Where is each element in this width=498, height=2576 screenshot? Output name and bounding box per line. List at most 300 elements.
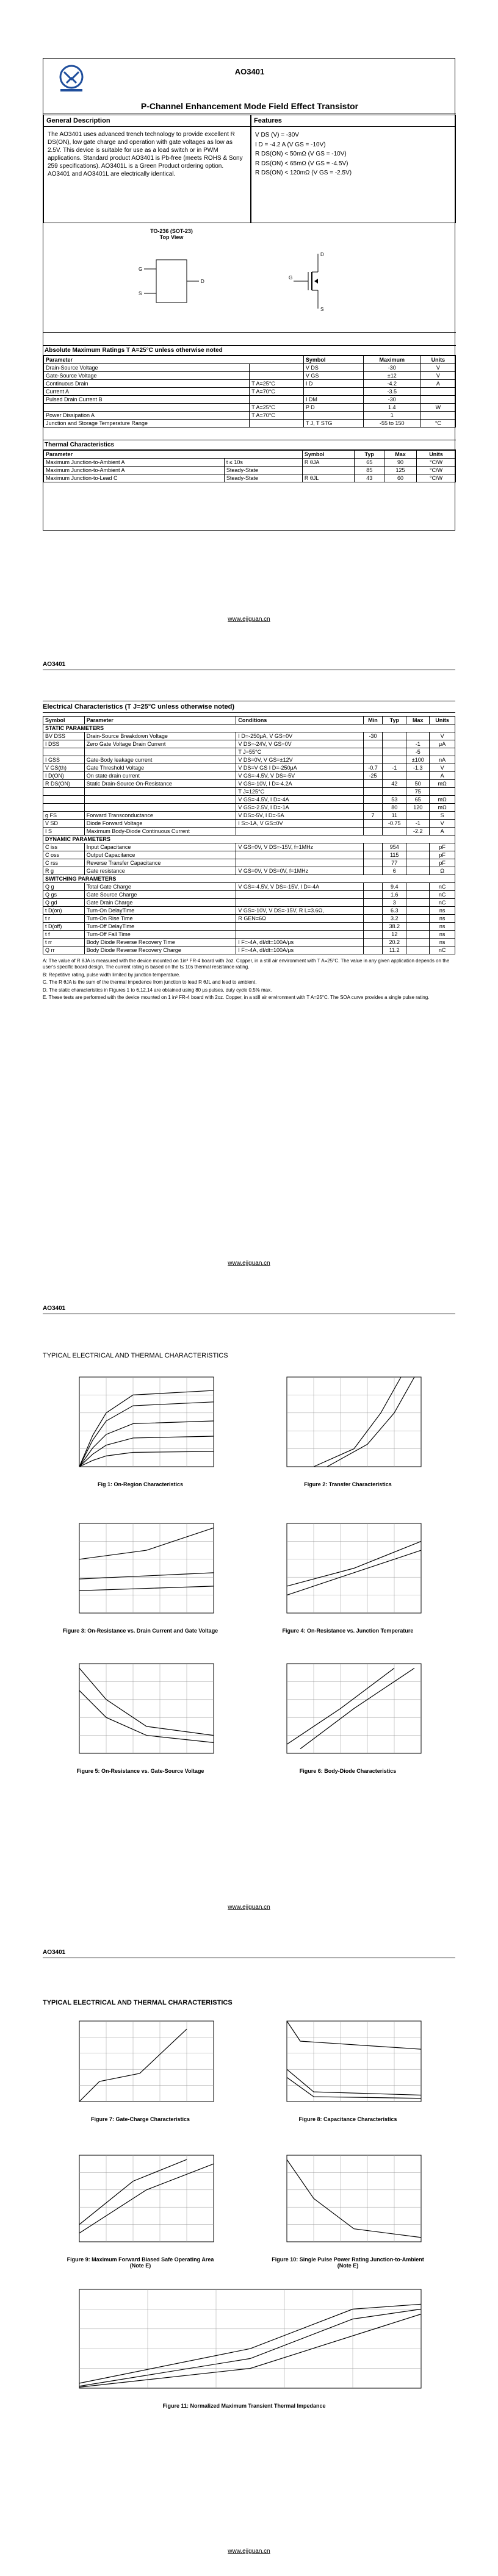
page-4 — [0, 1932, 498, 2576]
table-cell: R g — [43, 867, 85, 875]
plot-frame — [79, 2021, 214, 2102]
table-cell: -25 — [363, 772, 383, 780]
note: C. The R θJA is the sum of the thermal impedence from junction to lead R θJL and lead to ambient. — [43, 979, 257, 986]
thermal-caption: Thermal Characteristics — [43, 440, 456, 450]
table-row — [43, 740, 455, 748]
table-cell — [430, 748, 455, 756]
table-cell: Steady-State — [224, 467, 302, 474]
table-cell — [84, 788, 236, 796]
table-header-row — [44, 451, 456, 459]
table-cell: SWITCHING PARAMETERS — [43, 875, 455, 883]
note: A: The value of R θJA is measured with the device mounted on 1in² FR-4 board with 2oz. Copper, in a still air environment with T A=25°C. The value in any given application depends on the user's specific board design. The current rating is based on the t≤ 10s thermal resistance rating. — [43, 958, 450, 970]
datasheet-front-box — [43, 58, 455, 531]
part-number: AO3401 — [234, 67, 265, 76]
table-cell: Zero Gate Voltage Drain Current — [84, 740, 236, 748]
table-cell: Gate Threshold Voltage — [84, 764, 236, 772]
table-cell: -1.3 — [406, 764, 430, 772]
svg-text:S: S — [320, 307, 324, 312]
table-cell: -0.75 — [383, 820, 406, 828]
footer-url[interactable]: www.ejiguan.cn — [228, 1904, 270, 1911]
footer-url[interactable]: www.ejiguan.cn — [228, 2548, 270, 2555]
table-cell — [84, 804, 236, 812]
thermal-section — [43, 440, 456, 482]
table-cell: V GS=-4.5V, I D=-4A — [236, 796, 363, 804]
table-header-row — [44, 356, 456, 364]
plot-frame — [287, 2021, 421, 2102]
table-cell: 7 — [363, 812, 383, 820]
table-cell: V DS=V GS I D=-250μA — [236, 764, 363, 772]
table-cell — [406, 939, 430, 946]
table-cell: I S=-1A, V GS=0V — [236, 820, 363, 828]
table-cell: V — [420, 364, 455, 372]
table-cell: Q gs — [43, 891, 85, 899]
table-cell: 20.2 — [383, 939, 406, 946]
table-cell — [363, 804, 383, 812]
table-cell — [383, 732, 406, 740]
table-cell: Current A — [44, 388, 250, 396]
electrical-characteristics — [43, 701, 455, 1002]
table-cell — [430, 788, 455, 796]
series-line — [79, 1402, 214, 1467]
series-line — [79, 2304, 421, 2383]
table-cell — [406, 931, 430, 939]
series-line — [79, 1528, 214, 1559]
table-cell: Maximum Junction-to-Ambient A — [44, 459, 225, 467]
table-cell: Power Dissipation A — [44, 412, 250, 420]
table-cell: I D(ON) — [43, 772, 85, 780]
thermal-table — [43, 450, 456, 482]
table-cell: V DS — [303, 364, 363, 372]
table-cell — [363, 899, 383, 907]
figure-caption: Fig 1: On-Region Characteristics — [97, 1481, 184, 1487]
table-cell — [383, 740, 406, 748]
abs-max-section — [43, 345, 456, 428]
table-cell: Gate resistance — [84, 867, 236, 875]
table-header: Max — [384, 451, 416, 459]
plot-frame — [79, 2289, 421, 2388]
series-line — [287, 1550, 421, 1595]
series-line — [300, 1668, 414, 1748]
table-cell: pF — [430, 851, 455, 859]
table-cell: W — [420, 404, 455, 412]
table-cell: 12 — [383, 931, 406, 939]
table-cell: ns — [430, 923, 455, 931]
table-cell — [406, 732, 430, 740]
table-cell: BV DSS — [43, 732, 85, 740]
figure-caption: Figure 6: Body-Diode Characteristics — [299, 1768, 397, 1774]
table-cell — [250, 372, 304, 380]
table-cell: 1.4 — [363, 404, 420, 412]
table-row — [43, 939, 455, 946]
table-group-row — [43, 835, 455, 843]
table-cell: V — [430, 732, 455, 740]
table-cell: I D=-250μA, V GS=0V — [236, 732, 363, 740]
plot-frame — [287, 1377, 421, 1467]
table-cell: pF — [430, 843, 455, 851]
table-cell: I DM — [303, 396, 363, 404]
table-cell: V GS=-2.5V, I D=-1A — [236, 804, 363, 812]
table-cell — [420, 388, 455, 396]
feature-item: R DS(ON) < 65mΩ (V GS = -4.5V) — [255, 160, 348, 167]
table-cell: Body Diode Reverse Recovery Time — [84, 939, 236, 946]
table-cell: R θJA — [302, 459, 355, 467]
table-cell: Total Gate Charge — [84, 883, 236, 891]
series-line — [327, 1377, 414, 1467]
figure-plot — [61, 2017, 220, 2115]
table-cell: Maximum Junction-to-Lead C — [44, 474, 225, 482]
table-row — [43, 915, 455, 923]
series-line — [314, 1377, 401, 1467]
table-header: Parameter — [44, 356, 304, 364]
table-row — [43, 883, 455, 891]
table-cell: S — [430, 812, 455, 820]
table-cell: -1 — [406, 820, 430, 828]
table-header: Typ — [355, 451, 384, 459]
package-label: TO-236 (SOT-23) Top View — [150, 228, 193, 240]
table-cell: μA — [430, 740, 455, 748]
table-cell: V GS(th) — [43, 764, 85, 772]
svg-text:D: D — [201, 279, 204, 284]
general-description-text: The AO3401 uses advanced trench technology to provide excellent R DS(ON), low gate charge and operation with gate voltages as low as 2.5V. This device is suitable for use as a load switch or in PWM applications. Standard product AO3401 is Pb-free (meets ROHS & Sony 259 specifications). AO3401L is a Green Product ordering option. AO3401 and AO3401L are electrically identical. — [48, 131, 243, 177]
table-cell — [236, 851, 363, 859]
table-cell — [363, 780, 383, 788]
series-line — [287, 2159, 421, 2238]
figure-caption: Figure 3: On-Resistance vs. Drain Current and Gate Voltage — [62, 1628, 218, 1634]
table-cell: V GS=-4.5V, V DS=-15V, I D=-4A — [236, 883, 363, 891]
series-line — [79, 2309, 421, 2386]
table-row — [43, 732, 455, 740]
table-cell: R θJL — [302, 474, 355, 482]
table-cell: A — [430, 828, 455, 835]
table-cell: V DS=-24V, V GS=0V — [236, 740, 363, 748]
table-cell: I GSS — [43, 756, 85, 764]
table-row — [44, 474, 456, 482]
table-cell: Turn-Off Fall Time — [84, 931, 236, 939]
table-cell — [363, 939, 383, 946]
table-cell: P D — [303, 404, 363, 412]
table-cell: C iss — [43, 843, 85, 851]
table-cell: V DS=0V, V GS=±12V — [236, 756, 363, 764]
table-cell: Gate Drain Charge — [84, 899, 236, 907]
table-cell: 11.2 — [383, 946, 406, 954]
table-header: Symbol — [302, 451, 355, 459]
table-cell — [363, 867, 383, 875]
page-2 — [0, 644, 498, 1288]
page-1 — [0, 0, 498, 644]
table-cell — [43, 788, 85, 796]
series-line — [287, 1541, 421, 1586]
table-cell — [250, 420, 304, 428]
table-cell: T A=25°C — [250, 380, 304, 388]
table-cell: t rr — [43, 939, 85, 946]
series-line — [79, 2164, 214, 2233]
features — [251, 115, 456, 223]
table-row — [43, 820, 455, 828]
figure-plot — [269, 1520, 427, 1626]
table-cell: T J=125°C — [236, 788, 363, 796]
table-cell: 6.3 — [383, 907, 406, 915]
table-header: Parameter — [44, 451, 303, 459]
abs-max-caption: Absolute Maximum Ratings T A=25°C unless otherwise noted — [43, 345, 456, 356]
table-row — [44, 420, 456, 428]
footer-url[interactable]: www.ejiguan.cn — [228, 616, 270, 623]
table-row — [44, 404, 456, 412]
table-cell: ±100 — [406, 756, 430, 764]
table-cell: Turn-On DelayTime — [84, 907, 236, 915]
svg-text:G: G — [289, 275, 293, 281]
table-cell: I D — [303, 380, 363, 388]
footer-url[interactable]: www.ejiguan.cn — [228, 1260, 270, 1267]
table-cell: Pulsed Drain Current B — [44, 396, 250, 404]
table-cell: Reverse Transfer Capacitance — [84, 859, 236, 867]
table-cell: 60 — [384, 474, 416, 482]
table-cell — [363, 796, 383, 804]
table-cell — [406, 946, 430, 954]
table-cell: Continuous Drain — [44, 380, 250, 388]
series-line — [79, 1421, 214, 1467]
table-cell: ns — [430, 915, 455, 923]
table-cell: V GS=0V, V DS=0V, f=1MHz — [236, 867, 363, 875]
table-row — [43, 828, 455, 835]
table-row — [44, 380, 456, 388]
note: E. These tests are performed with the device mounted on 1 in² FR-4 board with 2oz. Copper, in a still air environment with T A=25°C. The SOA curve provides a single pulse rating. — [43, 994, 430, 1000]
series-line — [287, 2077, 421, 2098]
table-cell: Static Drain-Source On-Resistance — [84, 780, 236, 788]
figure-caption: Figure 7: Gate-Charge Characteristics — [90, 2116, 190, 2122]
table-row — [43, 804, 455, 812]
svg-text:S: S — [139, 291, 142, 296]
table-cell: 115 — [383, 851, 406, 859]
table-cell: ns — [430, 939, 455, 946]
feature-item: R DS(ON) < 120mΩ (V GS = -2.5V) — [255, 170, 352, 176]
table-cell: T J=55°C — [236, 748, 363, 756]
table-cell: T A=70°C — [250, 412, 304, 420]
table-row — [44, 364, 456, 372]
table-cell: Forward Transconductance — [84, 812, 236, 820]
table-cell: V DS=-5V, I D=-5A — [236, 812, 363, 820]
table-cell: -0.7 — [363, 764, 383, 772]
table-cell: -55 to 150 — [363, 420, 420, 428]
features-title: Features — [251, 115, 455, 127]
table-cell: 53 — [383, 796, 406, 804]
table-header: Units — [417, 451, 456, 459]
table-cell — [236, 923, 363, 931]
table-cell: 1.6 — [383, 891, 406, 899]
figure-caption: Figure 8: Capacitance Characteristics — [298, 2116, 397, 2122]
table-header: Units — [420, 356, 455, 364]
table-cell — [363, 788, 383, 796]
table-cell — [420, 412, 455, 420]
table-header: Max — [406, 717, 430, 724]
table-cell: STATIC PARAMETERS — [43, 724, 455, 732]
figure-plot — [61, 1660, 220, 1767]
table-cell — [43, 804, 85, 812]
table-cell: 42 — [383, 780, 406, 788]
figure-plot — [61, 2152, 220, 2255]
table-cell: I DSS — [43, 740, 85, 748]
page-header: AO3401 — [43, 1305, 66, 1312]
table-cell: pF — [430, 859, 455, 867]
table-cell: A — [430, 772, 455, 780]
table-cell: A — [420, 380, 455, 388]
table-cell: nC — [430, 883, 455, 891]
table-cell — [43, 796, 85, 804]
table-cell: 65 — [406, 796, 430, 804]
note: D. The static characteristics in Figures 1 to 6,12,14 are obtained using 80 μs pulses, duty cycle 0.5% max. — [43, 987, 272, 993]
table-cell: Drain-Source Voltage — [44, 364, 250, 372]
plot-frame — [79, 1523, 214, 1613]
figure-plot — [269, 1660, 427, 1767]
table-cell: °C/W — [417, 459, 456, 467]
table-cell — [250, 364, 304, 372]
table-cell: 120 — [406, 804, 430, 812]
table-header: Min — [363, 717, 383, 724]
table-cell: t f — [43, 931, 85, 939]
table-cell — [43, 748, 85, 756]
electrical-title: Electrical Characteristics (T J=25°C unless otherwise noted) — [43, 701, 455, 713]
table-cell: V GS=0V, V DS=-15V, f=1MHz — [236, 843, 363, 851]
table-cell: t ≤ 10s — [224, 459, 302, 467]
table-cell: t D(on) — [43, 907, 85, 915]
table-cell: nC — [430, 946, 455, 954]
series-line — [79, 1668, 214, 1735]
table-cell — [236, 899, 363, 907]
table-cell: V GS=-10V, I D=-4.2A — [236, 780, 363, 788]
table-cell: I F=-4A, dI/dt=100A/μs — [236, 946, 363, 954]
table-cell — [363, 946, 383, 954]
svg-text:G: G — [139, 267, 143, 272]
table-cell — [406, 812, 430, 820]
table-cell: 125 — [384, 467, 416, 474]
table-cell: 90 — [384, 459, 416, 467]
table-header: Parameter — [84, 717, 236, 724]
table-cell: °C — [420, 420, 455, 428]
table-header: Units — [430, 717, 455, 724]
table-cell: V — [420, 372, 455, 380]
figure-caption: Figure 9: Maximum Forward Biased Safe Operating Area (Note E) — [67, 2256, 214, 2269]
table-cell: -1 — [406, 740, 430, 748]
table-cell: 6 — [383, 867, 406, 875]
table-row — [43, 859, 455, 867]
table-cell: Input Capacitance — [84, 843, 236, 851]
table-header: Typ — [383, 717, 406, 724]
table-row — [43, 812, 455, 820]
table-cell: -4.2 — [363, 380, 420, 388]
table-cell: T J, T STG — [303, 420, 363, 428]
table-cell: Steady-State — [224, 474, 302, 482]
table-cell — [236, 859, 363, 867]
section-caption: TYPICAL ELECTRICAL AND THERMAL CHARACTERISTICS — [43, 1999, 233, 2006]
table-cell — [363, 756, 383, 764]
table-cell — [363, 748, 383, 756]
plot-frame — [79, 2155, 214, 2242]
table-cell — [363, 891, 383, 899]
page-3 — [0, 1288, 498, 1932]
table-header: Symbol — [303, 356, 363, 364]
table-header-row — [43, 717, 455, 724]
table-cell: DYNAMIC PARAMETERS — [43, 835, 455, 843]
table-cell — [236, 828, 363, 835]
table-cell: 38.2 — [383, 923, 406, 931]
table-cell — [406, 867, 430, 875]
table-cell: 3.2 — [383, 915, 406, 923]
table-cell: -2.2 — [406, 828, 430, 835]
table-cell — [363, 923, 383, 931]
table-cell — [363, 820, 383, 828]
table-cell — [303, 412, 363, 420]
table-cell: nC — [430, 891, 455, 899]
feature-item: V DS (V) = -30V — [255, 132, 299, 138]
table-cell: ±12 — [363, 372, 420, 380]
table-row — [43, 851, 455, 859]
figure-caption: Figure 11: Normalized Maximum Transient Thermal Impedance — [162, 2403, 326, 2409]
figure-plot — [269, 2017, 427, 2115]
table-cell: Body Diode Reverse Recovery Charge — [84, 946, 236, 954]
table-row — [43, 946, 455, 954]
table-cell: -5 — [406, 748, 430, 756]
series-line — [79, 1451, 214, 1467]
table-cell — [383, 828, 406, 835]
table-cell: t D(off) — [43, 923, 85, 931]
table-cell: Junction and Storage Temperature Range — [44, 420, 250, 428]
table-cell — [383, 748, 406, 756]
abs-max-table — [43, 356, 456, 428]
table-cell: Maximum Body-Diode Continuous Current — [84, 828, 236, 835]
table-cell: 3 — [383, 899, 406, 907]
table-cell: mΩ — [430, 796, 455, 804]
table-cell — [303, 388, 363, 396]
table-cell: V GS=-4.5V, V DS=-5V — [236, 772, 363, 780]
table-cell: 11 — [383, 812, 406, 820]
table-cell: 65 — [355, 459, 384, 467]
table-cell: T A=70°C — [250, 388, 304, 396]
table-cell: -30 — [363, 396, 420, 404]
table-cell — [250, 396, 304, 404]
table-cell: mΩ — [430, 804, 455, 812]
table-cell: C rss — [43, 859, 85, 867]
table-row — [43, 843, 455, 851]
table-cell: Gate-Body leakage current — [84, 756, 236, 764]
table-row — [43, 891, 455, 899]
sot23-package-icon — [135, 248, 214, 315]
page-header: AO3401 — [43, 661, 66, 668]
table-cell: 954 — [383, 843, 406, 851]
table-cell: Maximum Junction-to-Ambient A — [44, 467, 225, 474]
table-cell — [406, 907, 430, 915]
notes — [43, 958, 455, 1001]
table-cell: ns — [430, 931, 455, 939]
table-cell: 80 — [383, 804, 406, 812]
table-group-row — [43, 875, 455, 883]
plot-frame — [79, 1664, 214, 1753]
table-cell — [236, 931, 363, 939]
table-row — [44, 388, 456, 396]
table-cell — [84, 748, 236, 756]
table-cell — [363, 931, 383, 939]
figure-caption: Figure 10: Single Pulse Power Rating Junction-to-Ambient (Note E) — [272, 2256, 424, 2269]
table-cell: 75 — [406, 788, 430, 796]
electrical-table — [43, 716, 455, 954]
table-cell: I F=-4A, dI/dt=100A/μs — [236, 939, 363, 946]
figure-plot — [61, 1520, 220, 1626]
general-description-title: General Description — [44, 115, 250, 127]
table-cell: °C/W — [417, 467, 456, 474]
table-cell — [363, 740, 383, 748]
table-cell — [406, 891, 430, 899]
table-cell — [383, 788, 406, 796]
table-cell: Q g — [43, 883, 85, 891]
table-cell: Diode Forward Voltage — [84, 820, 236, 828]
